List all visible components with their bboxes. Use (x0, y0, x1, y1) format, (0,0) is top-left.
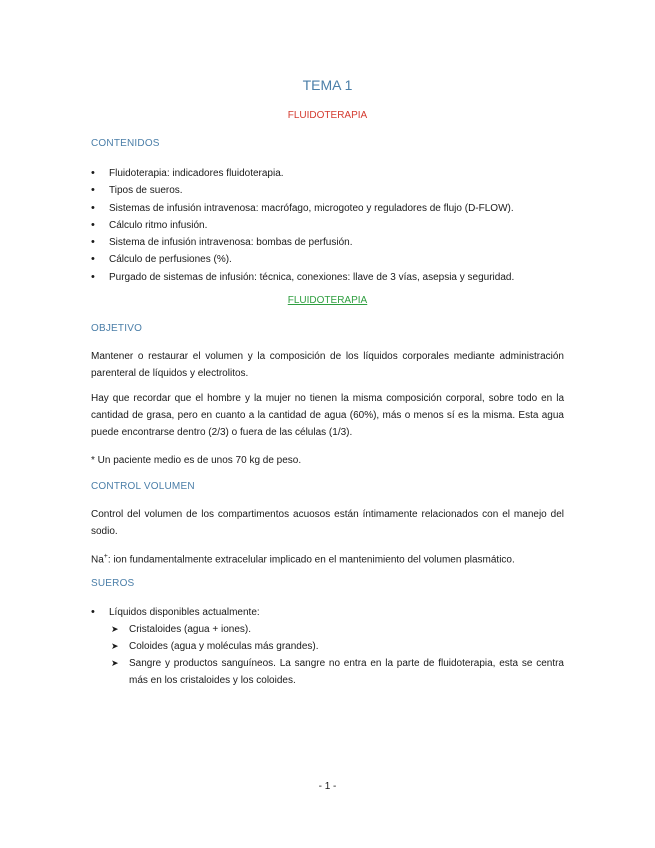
control-volumen-heading: CONTROL VOLUMEN (91, 481, 195, 492)
sodium-symbol: Na (91, 554, 104, 566)
page-subtitle: FLUIDOTERAPIA (287, 110, 368, 121)
list-item: ➤ Cristaloides (agua + iones). (111, 621, 564, 638)
list-item: ➤ Coloides (agua y moléculas más grandes). (111, 638, 564, 655)
fluidoterapia-heading: FLUIDOTERAPIA (287, 295, 368, 306)
contenidos-list (91, 165, 571, 286)
sueros-list (91, 604, 564, 689)
objetivo-heading: OBJETIVO (91, 323, 143, 334)
list-item: • Sistema de infusión intravenosa: bombas de perfusión. (91, 234, 571, 251)
sueros-sublist (91, 621, 564, 689)
sodium-charge: + (103, 553, 108, 560)
list-item: • Tipos de sueros. (91, 182, 571, 199)
sodium-paragraph (91, 548, 564, 568)
objetivo-paragraph-2: Hay que recordar que el hombre y la mujer no tienen la misma composición corporal, sobre todo en la cantidad de grasa, pero en cuanto a la cantidad de agua (60%), más o menos sí es la misma. Esta agua puede encontrarse dentro (2/3) o fuera de las células (1/3). (91, 393, 564, 438)
objetivo-paragraph: Mantener o restaurar el volumen y la composición de los líquidos corporales mediante administración parenteral de líquidos y electrolitos. (91, 351, 564, 379)
page-title: TEMA 1 (302, 77, 353, 93)
list-item: • Líquidos disponibles actualmente: (91, 604, 564, 621)
control-paragraph: Control del volumen de los compartimentos acuosos están íntimamente relacionados con el manejo del sodio. (91, 509, 564, 537)
list-item: • Sistemas de infusión intravenosa: macrófago, microgoteo y reguladores de flujo (D-FLOW). (91, 200, 571, 217)
list-item: • Cálculo de perfusiones (%). (91, 251, 571, 268)
page-number: - 1 - (318, 781, 337, 792)
objetivo-note: * Un paciente medio es de unos 70 kg de peso. (91, 455, 302, 466)
list-item: • Cálculo ritmo infusión. (91, 217, 571, 234)
sodium-text: : ion fundamentalmente extracelular implicado en el mantenimiento del volumen plasmático. (107, 554, 515, 566)
list-item: • Purgado de sistemas de infusión: técnica, conexiones: llave de 3 vías, asepsia y seguridad. (91, 269, 571, 286)
sueros-heading: SUEROS (91, 578, 135, 589)
list-item: ➤ Sangre y productos sanguíneos. La sangre no entra en la parte de fluidoterapia, esta se centra más en los cristaloides y los coloides. (111, 655, 564, 689)
contenidos-heading: CONTENIDOS (91, 138, 160, 149)
list-item: • Fluidoterapia: indicadores fluidoterapia. (91, 165, 571, 182)
